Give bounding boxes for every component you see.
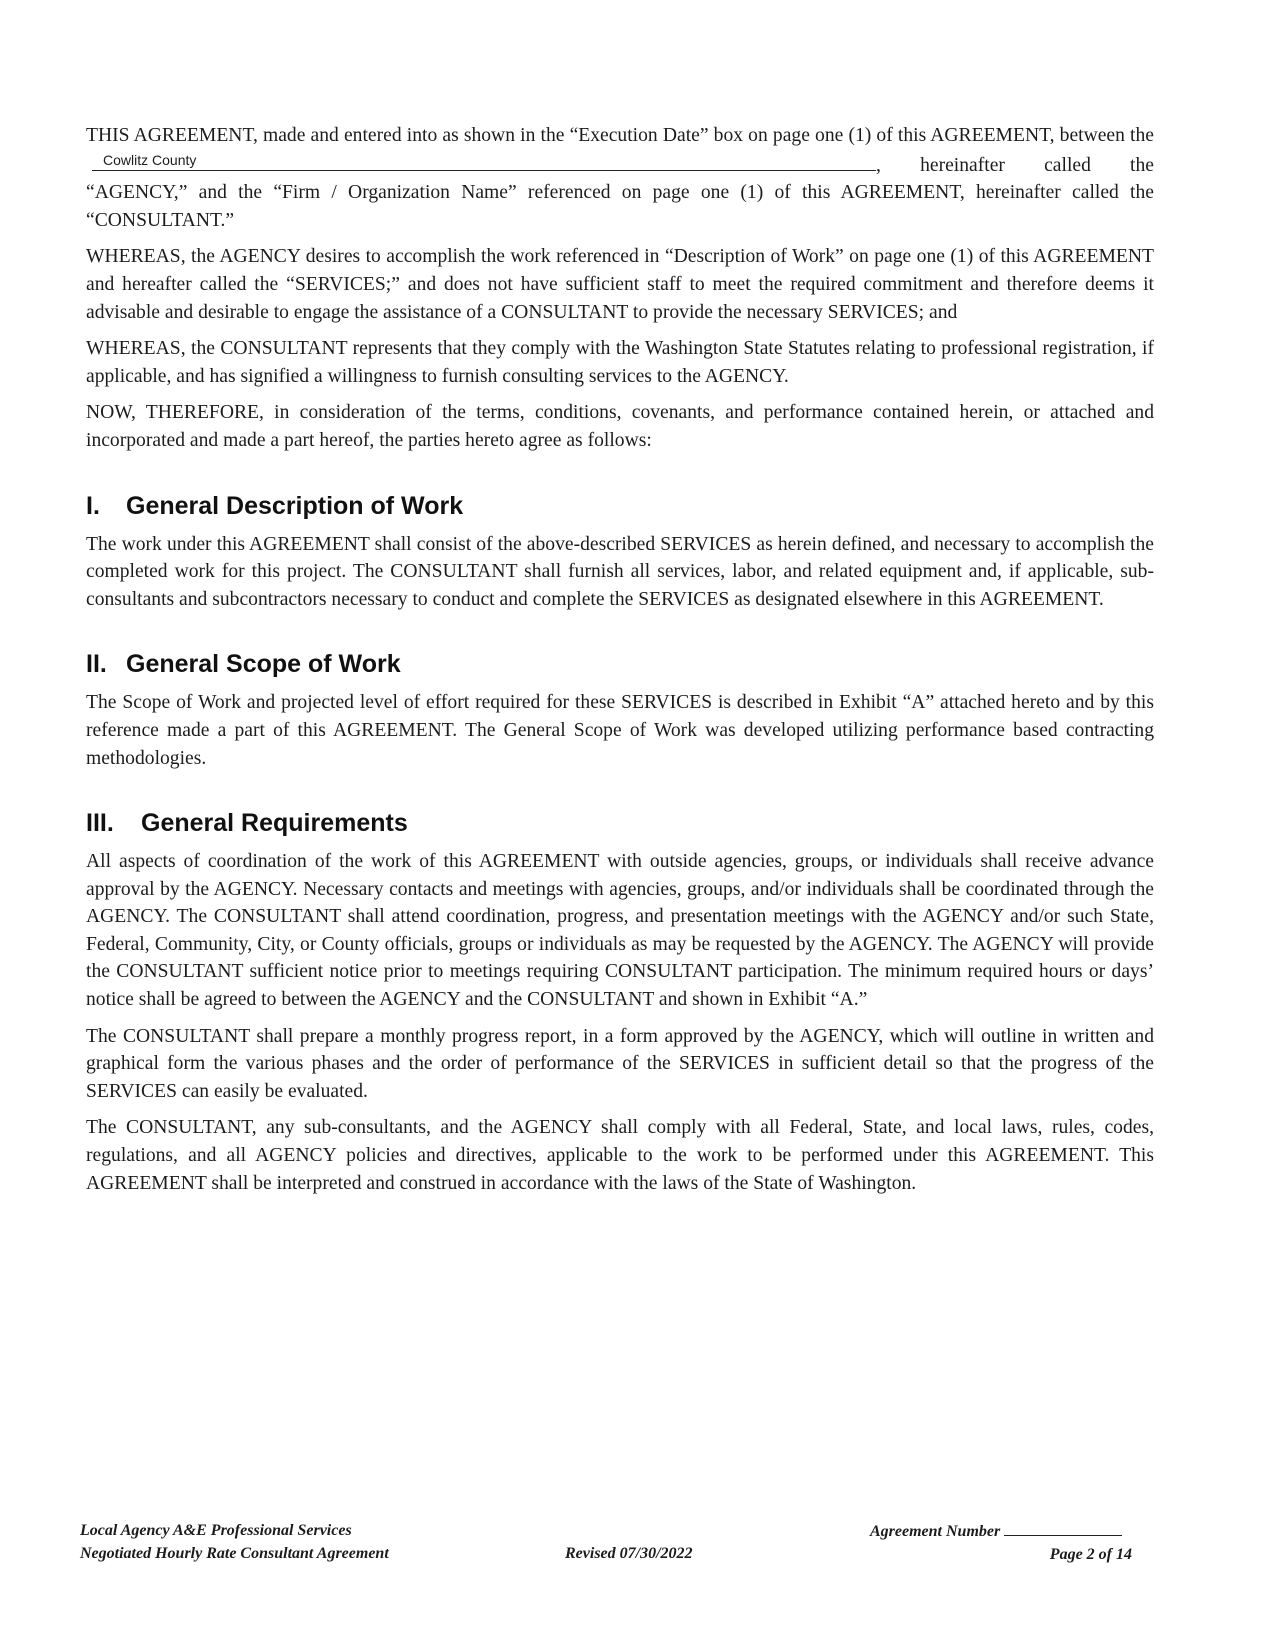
whereas-paragraph-2: WHEREAS, the CONSULTANT represents that they comply with the Washington State Statutes relating to professional registration, if applicable, and has signified a willingness to furnish consulting services to the AGENCY. [86,338,1154,387]
footer-title-line-2: Negotiated Hourly Rate Consultant Agreement [80,1545,389,1562]
footer-form-title [80,1519,389,1565]
section-number: III. [86,809,114,838]
intro-text-2: hereinafter called the “AGENCY,” and the “Firm / Organization Name” referenced on page one (1) of this AGREEMENT, hereinafter called the “CONSULTANT.” [86,154,1154,231]
section-paragraph: The CONSULTANT shall prepare a monthly progress report, in a form approved by the AGENCY, which will outline in written and graphical form the various phases and the order of performance of the SERVICES in sufficient detail so that the progress of the SERVICES can easily be evaluated. [86,1025,1154,1102]
whereas-paragraph-1: WHEREAS, the AGENCY desires to accomplish the work referenced in “Description of Work” on page one (1) of this AGREEMENT and hereafter called the “SERVICES;” and does not have sufficient staff to meet the required commitment and therefore deems it advisable and desirable to engage the assistance of a CONSULTANT to provide the necessary SERVICES; and [86,246,1154,323]
section-number: I. [86,491,100,520]
agreement-number-field [1004,1519,1122,1536]
section-paragraph: All aspects of coordination of the work of this AGREEMENT with outside agencies, groups, or individuals shall receive advance approval by the AGENCY. Necessary contacts and meetings with agencies, groups, and/or individuals shall be coordinated through the AGENCY. The CONSULTANT shall attend coordination, progress, and presentation meetings with the AGENCY and/or such State, Federal, Community, City, or County officials, groups or individuals as may be requested by the AGENCY. The AGENCY will provide the CONSULTANT sufficient notice prior to meetings requiring CONSULTANT participation. The minimum required hours or days’ notice shall be agreed to between the AGENCY and the CONSULTANT and shown in Exhibit “A.” [86,851,1154,1011]
section-general-scope [86,649,1154,772]
footer-revision-date: Revised 07/30/2022 [565,1545,693,1562]
section-title: General Description of Work [126,491,464,520]
section-title: General Scope of Work [126,650,401,679]
section-paragraph: The work under this AGREEMENT shall consist of the above-described SERVICES as herein defined, and necessary to accomplish the completed work for this project. The CONSULTANT shall furnish all services, labor, and related equipment and, if applicable, sub-consultants and subcontractors necessary to conduct and complete the SERVICES as designated elsewhere in this AGREEMENT. [86,533,1154,610]
document-body [86,122,1154,1206]
section-general-description [86,491,1154,614]
section-number: II. [86,650,107,679]
now-therefore-paragraph: NOW, THEREFORE, in consideration of the terms, conditions, covenants, and performance contained herein, or attached and incorporated and made a part hereof, the parties hereto agree as follows: [86,402,1154,451]
section-heading [86,491,1154,521]
agreement-number-label: Agreement Number [870,1523,1001,1540]
footer-agreement-info [870,1519,1132,1566]
section-heading [86,649,1154,679]
section-title: General Requirements [141,809,408,838]
intro-text-1: THIS AGREEMENT, made and entered into as shown in the “Execution Date” box on page one (1) of this AGREEMENT, between the [86,125,1154,146]
section-general-requirements [86,808,1154,1197]
agency-name-field [92,150,876,171]
section-paragraph: The CONSULTANT, any sub-consultants, and the AGENCY shall comply with all Federal, State, and local laws, rules, codes, regulations, and all AGENCY policies and directives, applicable to the work to be performed under this AGREEMENT. This AGREEMENT shall be interpreted and construed in accordance with the laws of the State of Washington. [86,1117,1154,1194]
agency-name-value: Cowlitz County [103,151,197,168]
page-number: Page 2 of 14 [1049,1546,1132,1563]
intro-paragraph [86,122,1154,234]
section-heading [86,808,1154,838]
section-paragraph: The Scope of Work and projected level of effort required for these SERVICES is described in Exhibit “A” attached hereto and by this reference made a part of this AGREEMENT. The General Scope of Work was developed utilizing performance based contracting methodologies. [86,692,1154,769]
intro-comma: , [876,154,881,176]
footer-title-line-1: Local Agency A&E Professional Services [80,1522,352,1539]
